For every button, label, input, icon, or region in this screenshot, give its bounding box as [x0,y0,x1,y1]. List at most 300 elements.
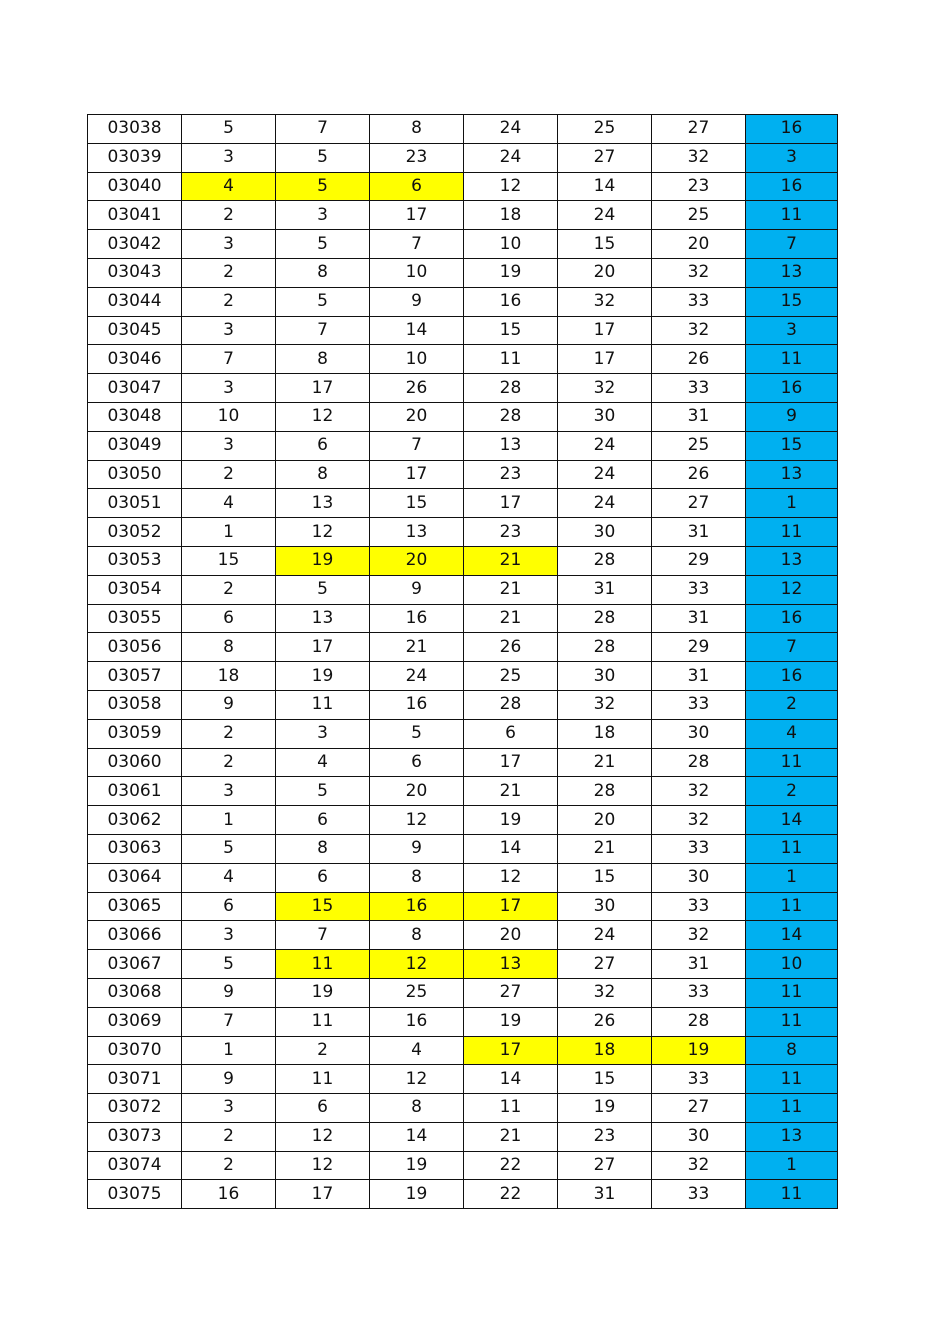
special-number-cell: 7 [746,230,838,259]
number-cell: 4 [182,172,276,201]
special-number-cell: 2 [746,777,838,806]
number-cell: 30 [558,402,652,431]
number-cell: 12 [276,402,370,431]
number-cell: 31 [558,575,652,604]
number-cell: 21 [370,633,464,662]
number-cell: 14 [464,1065,558,1094]
number-cell: 2 [182,287,276,316]
number-cell: 18 [182,662,276,691]
number-cell: 19 [276,978,370,1007]
special-number-cell: 15 [746,287,838,316]
number-cell: 33 [652,892,746,921]
number-cell: 6 [276,863,370,892]
number-cell: 14 [370,1122,464,1151]
number-cell: 3 [182,230,276,259]
number-cell: 28 [558,604,652,633]
special-number-cell: 15 [746,431,838,460]
number-cell: 19 [370,1180,464,1209]
number-cell: 5 [276,143,370,172]
number-cell: 17 [370,460,464,489]
number-cell: 31 [652,950,746,979]
issue-number-cell: 03044 [88,287,182,316]
number-cell: 19 [464,806,558,835]
number-cell: 27 [558,950,652,979]
table-row [88,1094,838,1123]
number-cell: 18 [464,201,558,230]
table-body [88,115,838,1209]
number-cell: 5 [276,575,370,604]
number-cell: 8 [276,460,370,489]
number-cell: 18 [558,719,652,748]
number-cell: 13 [276,604,370,633]
special-number-cell: 13 [746,258,838,287]
number-cell: 32 [652,921,746,950]
number-cell: 15 [182,546,276,575]
table-row [88,1122,838,1151]
issue-number-cell: 03056 [88,633,182,662]
number-cell: 4 [182,863,276,892]
number-cell: 13 [464,431,558,460]
number-cell: 27 [558,143,652,172]
number-cell: 25 [370,978,464,1007]
number-cell: 12 [370,1065,464,1094]
number-cell: 9 [182,1065,276,1094]
number-cell: 6 [370,748,464,777]
issue-number-cell: 03063 [88,834,182,863]
table-row [88,460,838,489]
number-cell: 11 [464,1094,558,1123]
number-cell: 31 [652,518,746,547]
number-cell: 30 [652,719,746,748]
issue-number-cell: 03054 [88,575,182,604]
number-cell: 12 [370,950,464,979]
number-cell: 29 [652,633,746,662]
issue-number-cell: 03065 [88,892,182,921]
table-row [88,402,838,431]
number-cell: 4 [370,1036,464,1065]
special-number-cell: 13 [746,546,838,575]
table-row [88,1036,838,1065]
table-row [88,662,838,691]
issue-number-cell: 03039 [88,143,182,172]
special-number-cell: 14 [746,921,838,950]
table-row [88,115,838,144]
number-cell: 16 [370,690,464,719]
number-cell: 25 [558,115,652,144]
number-cell: 6 [182,604,276,633]
number-cell: 30 [652,1122,746,1151]
number-cell: 10 [464,230,558,259]
number-cell: 8 [182,633,276,662]
number-cell: 17 [464,1036,558,1065]
special-number-cell: 1 [746,863,838,892]
number-cell: 7 [182,345,276,374]
number-cell: 3 [182,374,276,403]
number-cell: 17 [464,489,558,518]
number-cell: 32 [558,978,652,1007]
number-cell: 12 [464,863,558,892]
number-cell: 17 [558,345,652,374]
issue-number-cell: 03067 [88,950,182,979]
number-cell: 32 [652,1151,746,1180]
number-cell: 11 [464,345,558,374]
number-cell: 21 [464,1122,558,1151]
number-cell: 23 [464,518,558,547]
number-cell: 14 [558,172,652,201]
number-cell: 3 [182,431,276,460]
special-number-cell: 14 [746,806,838,835]
special-number-cell: 9 [746,402,838,431]
number-cell: 7 [370,431,464,460]
number-cell: 2 [182,1122,276,1151]
table-row [88,690,838,719]
number-cell: 22 [464,1180,558,1209]
number-cell: 19 [652,1036,746,1065]
number-cell: 33 [652,834,746,863]
number-cell: 5 [370,719,464,748]
number-cell: 19 [558,1094,652,1123]
number-cell: 28 [464,374,558,403]
number-cell: 28 [652,748,746,777]
number-cell: 32 [652,806,746,835]
number-cell: 16 [370,892,464,921]
table-row [88,748,838,777]
table-row [88,921,838,950]
number-cell: 33 [652,287,746,316]
number-cell: 22 [464,1151,558,1180]
table-row [88,806,838,835]
number-cell: 24 [558,201,652,230]
number-cell: 26 [652,345,746,374]
number-cell: 15 [464,316,558,345]
table-row [88,143,838,172]
special-number-cell: 4 [746,719,838,748]
issue-number-cell: 03066 [88,921,182,950]
number-cell: 20 [464,921,558,950]
number-cell: 12 [464,172,558,201]
number-cell: 7 [276,921,370,950]
number-cell: 23 [652,172,746,201]
number-cell: 32 [652,143,746,172]
special-number-cell: 11 [746,345,838,374]
issue-number-cell: 03043 [88,258,182,287]
special-number-cell: 11 [746,748,838,777]
number-cell: 24 [464,115,558,144]
number-cell: 5 [276,777,370,806]
number-cell: 17 [464,892,558,921]
number-cell: 14 [370,316,464,345]
number-cell: 17 [558,316,652,345]
number-cell: 27 [464,978,558,1007]
number-cell: 27 [652,115,746,144]
special-number-cell: 11 [746,978,838,1007]
issue-number-cell: 03055 [88,604,182,633]
number-cell: 19 [276,662,370,691]
table-row [88,230,838,259]
special-number-cell: 16 [746,604,838,633]
issue-number-cell: 03058 [88,690,182,719]
number-cell: 12 [276,518,370,547]
table-row [88,489,838,518]
number-cell: 32 [652,258,746,287]
issue-number-cell: 03062 [88,806,182,835]
number-cell: 33 [652,575,746,604]
table-row [88,258,838,287]
special-number-cell: 11 [746,201,838,230]
number-cell: 8 [370,1094,464,1123]
special-number-cell: 16 [746,662,838,691]
table-row [88,1065,838,1094]
number-cell: 23 [558,1122,652,1151]
number-cell: 6 [370,172,464,201]
number-cell: 13 [464,950,558,979]
number-cell: 2 [182,460,276,489]
number-cell: 23 [464,460,558,489]
number-cell: 3 [276,201,370,230]
number-cell: 10 [370,258,464,287]
table-row [88,950,838,979]
table-row [88,978,838,1007]
number-cell: 12 [370,806,464,835]
issue-number-cell: 03048 [88,402,182,431]
table-row [88,345,838,374]
number-cell: 8 [276,258,370,287]
table-row [88,546,838,575]
number-cell: 15 [370,489,464,518]
number-cell: 5 [276,230,370,259]
number-cell: 8 [370,863,464,892]
number-cell: 19 [464,1007,558,1036]
table-row [88,777,838,806]
number-cell: 29 [652,546,746,575]
table-row [88,172,838,201]
special-number-cell: 12 [746,575,838,604]
number-cell: 33 [652,374,746,403]
number-cell: 28 [464,690,558,719]
number-cell: 32 [652,316,746,345]
number-cell: 2 [182,201,276,230]
number-cell: 9 [182,978,276,1007]
special-number-cell: 13 [746,460,838,489]
issue-number-cell: 03046 [88,345,182,374]
number-cell: 6 [276,806,370,835]
issue-number-cell: 03075 [88,1180,182,1209]
number-cell: 6 [276,431,370,460]
number-cell: 20 [652,230,746,259]
number-cell: 20 [370,546,464,575]
number-cell: 21 [558,748,652,777]
number-cell: 15 [558,230,652,259]
number-cell: 3 [182,921,276,950]
number-cell: 24 [464,143,558,172]
number-cell: 30 [652,863,746,892]
number-cell: 28 [652,1007,746,1036]
number-cell: 27 [652,489,746,518]
number-cell: 24 [558,921,652,950]
number-cell: 11 [276,690,370,719]
issue-number-cell: 03068 [88,978,182,1007]
number-cell: 5 [182,834,276,863]
number-cell: 33 [652,1065,746,1094]
number-cell: 21 [464,777,558,806]
number-cell: 32 [558,690,652,719]
special-number-cell: 3 [746,143,838,172]
issue-number-cell: 03057 [88,662,182,691]
table-row [88,518,838,547]
number-cell: 11 [276,950,370,979]
number-cell: 3 [182,143,276,172]
issue-number-cell: 03047 [88,374,182,403]
number-cell: 3 [182,777,276,806]
number-cell: 14 [464,834,558,863]
number-cell: 24 [558,489,652,518]
number-cell: 32 [558,374,652,403]
number-cell: 19 [276,546,370,575]
number-cell: 16 [370,1007,464,1036]
table-row [88,1180,838,1209]
special-number-cell: 3 [746,316,838,345]
issue-number-cell: 03073 [88,1122,182,1151]
number-cell: 7 [276,115,370,144]
number-cell: 7 [276,316,370,345]
number-cell: 33 [652,690,746,719]
number-cell: 23 [370,143,464,172]
table-row [88,834,838,863]
number-cell: 32 [558,287,652,316]
special-number-cell: 11 [746,834,838,863]
issue-number-cell: 03053 [88,546,182,575]
issue-number-cell: 03042 [88,230,182,259]
special-number-cell: 16 [746,374,838,403]
number-cell: 30 [558,662,652,691]
number-cell: 8 [276,345,370,374]
table-row [88,863,838,892]
number-cell: 15 [558,863,652,892]
special-number-cell: 2 [746,690,838,719]
number-cell: 8 [370,921,464,950]
number-cell: 20 [370,402,464,431]
number-cell: 30 [558,518,652,547]
issue-number-cell: 03072 [88,1094,182,1123]
number-cell: 10 [182,402,276,431]
table-row [88,374,838,403]
number-cell: 9 [370,575,464,604]
number-cell: 33 [652,1180,746,1209]
number-cell: 26 [370,374,464,403]
number-cell: 17 [276,1180,370,1209]
number-cell: 7 [370,230,464,259]
issue-number-cell: 03069 [88,1007,182,1036]
number-cell: 1 [182,1036,276,1065]
number-cell: 9 [370,834,464,863]
issue-number-cell: 03070 [88,1036,182,1065]
number-cell: 21 [464,575,558,604]
number-cell: 26 [558,1007,652,1036]
special-number-cell: 11 [746,1094,838,1123]
number-cell: 32 [652,777,746,806]
number-cell: 31 [652,662,746,691]
issue-number-cell: 03052 [88,518,182,547]
number-cell: 28 [558,546,652,575]
number-cell: 31 [652,604,746,633]
draw-results-table [87,114,838,1209]
issue-number-cell: 03074 [88,1151,182,1180]
number-cell: 13 [276,489,370,518]
number-cell: 13 [370,518,464,547]
number-cell: 8 [276,834,370,863]
number-cell: 6 [276,1094,370,1123]
number-cell: 2 [182,258,276,287]
number-cell: 21 [464,604,558,633]
table-row [88,287,838,316]
table-row [88,431,838,460]
number-cell: 17 [464,748,558,777]
number-cell: 25 [652,201,746,230]
number-cell: 2 [182,719,276,748]
number-cell: 7 [182,1007,276,1036]
special-number-cell: 16 [746,115,838,144]
number-cell: 6 [464,719,558,748]
number-cell: 2 [182,1151,276,1180]
number-cell: 16 [182,1180,276,1209]
number-cell: 9 [182,690,276,719]
number-cell: 5 [182,950,276,979]
number-cell: 12 [276,1151,370,1180]
number-cell: 26 [652,460,746,489]
table-row [88,201,838,230]
special-number-cell: 11 [746,1065,838,1094]
special-number-cell: 11 [746,892,838,921]
issue-number-cell: 03050 [88,460,182,489]
number-cell: 1 [182,806,276,835]
number-cell: 21 [464,546,558,575]
number-cell: 6 [182,892,276,921]
special-number-cell: 11 [746,1007,838,1036]
issue-number-cell: 03060 [88,748,182,777]
special-number-cell: 16 [746,172,838,201]
issue-number-cell: 03041 [88,201,182,230]
number-cell: 24 [558,460,652,489]
number-cell: 5 [276,287,370,316]
number-cell: 18 [558,1036,652,1065]
number-cell: 2 [182,748,276,777]
issue-number-cell: 03045 [88,316,182,345]
number-cell: 25 [464,662,558,691]
number-cell: 11 [276,1065,370,1094]
number-cell: 15 [276,892,370,921]
number-cell: 26 [464,633,558,662]
number-cell: 17 [370,201,464,230]
special-number-cell: 11 [746,1180,838,1209]
number-cell: 3 [182,316,276,345]
issue-number-cell: 03061 [88,777,182,806]
issue-number-cell: 03051 [88,489,182,518]
number-cell: 24 [370,662,464,691]
issue-number-cell: 03071 [88,1065,182,1094]
special-number-cell: 11 [746,518,838,547]
number-cell: 33 [652,978,746,1007]
number-cell: 24 [558,431,652,460]
special-number-cell: 7 [746,633,838,662]
number-cell: 12 [276,1122,370,1151]
number-cell: 2 [276,1036,370,1065]
number-cell: 10 [370,345,464,374]
table-row [88,719,838,748]
number-cell: 1 [182,518,276,547]
number-cell: 4 [276,748,370,777]
number-cell: 8 [370,115,464,144]
number-cell: 19 [370,1151,464,1180]
